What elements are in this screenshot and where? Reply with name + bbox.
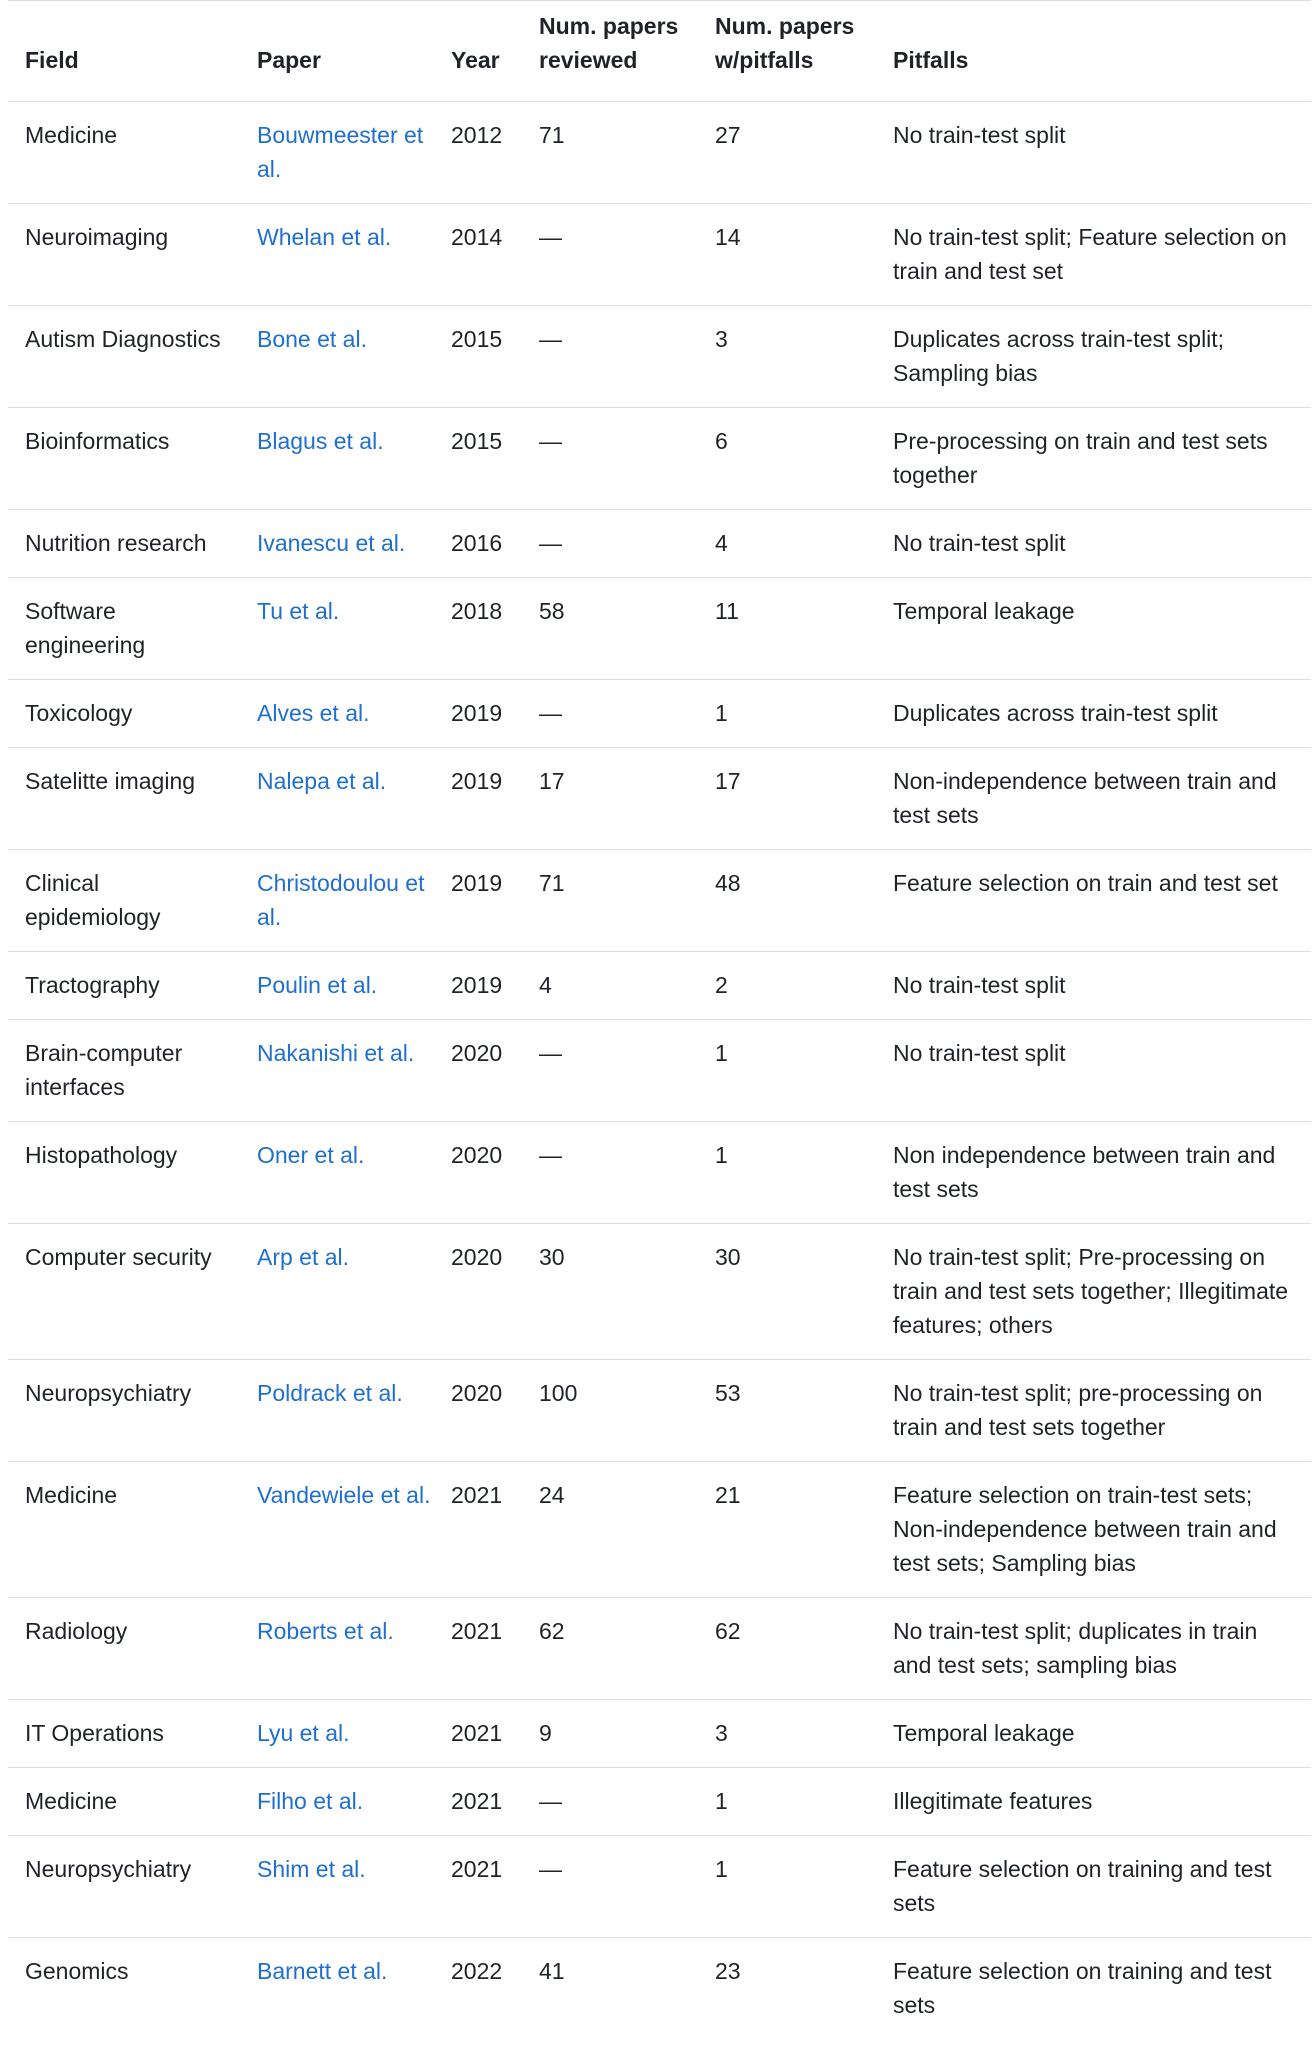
cell-field: Radiology: [8, 1598, 240, 1700]
cell-pitfalls: Non-independence between train and test sets: [876, 748, 1311, 850]
table-row: [8, 680, 1311, 748]
header-reviewed: Num. papers reviewed: [522, 0, 698, 102]
cell-pitfalls: No train-test split: [876, 952, 1311, 1020]
table-row: [8, 1224, 1311, 1360]
cell-pitfalls: Illegitimate features: [876, 1768, 1311, 1836]
cell-year: 2021: [434, 1768, 522, 1836]
cell-paper: [240, 306, 434, 408]
cell-year: 2020: [434, 1224, 522, 1360]
cell-reviewed: —: [522, 1768, 698, 1836]
cell-pitfalls: Duplicates across train-test split; Sampling bias: [876, 306, 1311, 408]
paper-link[interactable]: Nakanishi et al.: [257, 1040, 415, 1066]
cell-with-pitfalls: 1: [698, 680, 876, 748]
cell-pitfalls: No train-test split; duplicates in train and test sets; sampling bias: [876, 1598, 1311, 1700]
cell-field: Autism Diagnostics: [8, 306, 240, 408]
cell-year: 2019: [434, 748, 522, 850]
table-row: [8, 204, 1311, 306]
paper-link[interactable]: Alves et al.: [257, 700, 370, 726]
cell-paper: [240, 952, 434, 1020]
table-row: [8, 408, 1311, 510]
cell-pitfalls: Feature selection on train-test sets; Non-independence between train and test sets; Sampling bias: [876, 1462, 1311, 1598]
cell-with-pitfalls: 53: [698, 1360, 876, 1462]
paper-link[interactable]: Ivanescu et al.: [257, 530, 406, 556]
cell-reviewed: —: [522, 1122, 698, 1224]
cell-pitfalls: No train-test split; Feature selection on train and test set: [876, 204, 1311, 306]
table-row: [8, 1938, 1311, 2040]
cell-field: Neuropsychiatry: [8, 1360, 240, 1462]
cell-pitfalls: Temporal leakage: [876, 1700, 1311, 1768]
table-row: [8, 1768, 1311, 1836]
cell-field: Genomics: [25, 1958, 129, 1984]
cell-paper: [240, 680, 434, 748]
cell-year: 2022: [451, 1958, 503, 1984]
cell-with-pitfalls: 1: [698, 1122, 876, 1224]
cell-paper: [240, 1020, 434, 1122]
cell-year: 2021: [434, 1598, 522, 1700]
paper-link[interactable]: Arp et al.: [257, 1244, 350, 1270]
top-divider: [8, 0, 1311, 1]
cell-field: Toxicology: [8, 680, 240, 748]
cell-field: Tractography: [8, 952, 240, 1020]
cell-field: Medicine: [8, 102, 240, 204]
cell-pitfalls: Pre-processing on train and test sets together: [876, 408, 1311, 510]
cell-with-pitfalls: 27: [698, 102, 876, 204]
cell-field: IT Operations: [8, 1700, 240, 1768]
paper-link[interactable]: Oner et al.: [257, 1142, 365, 1168]
cell-reviewed: —: [522, 306, 698, 408]
cell-paper: [240, 1700, 434, 1768]
paper-link[interactable]: Nalepa et al.: [257, 768, 387, 794]
cell-pitfalls: Temporal leakage: [876, 578, 1311, 680]
cell-paper: [240, 850, 434, 952]
header-year: Year: [434, 0, 522, 102]
cell-reviewed: 9: [522, 1700, 698, 1768]
cell-year: 2019: [434, 850, 522, 952]
cell-paper: [240, 1768, 434, 1836]
cell-field: Clinical epidemiology: [8, 850, 240, 952]
cell-year: 2012: [434, 102, 522, 204]
cell-paper: [240, 748, 434, 850]
cell-with-pitfalls: 3: [698, 306, 876, 408]
table-row: [8, 578, 1311, 680]
paper-link[interactable]: Whelan et al.: [257, 224, 392, 250]
cell-year: 2016: [434, 510, 522, 578]
cell-reviewed: 4: [522, 952, 698, 1020]
cell-pitfalls: Duplicates across train-test split: [876, 680, 1311, 748]
cell-field: Software engineering: [8, 578, 240, 680]
cell-year: 2020: [434, 1020, 522, 1122]
cell-year: 2020: [434, 1122, 522, 1224]
table-container: [8, 0, 1311, 2039]
cell-paper: [240, 578, 434, 680]
cell-reviewed: 30: [522, 1224, 698, 1360]
cell-year: 2021: [434, 1462, 522, 1598]
header-pitfalls: Pitfalls: [876, 0, 1311, 102]
cell-year: 2021: [434, 1700, 522, 1768]
cell-with-pitfalls: 23: [715, 1958, 741, 1984]
cell-with-pitfalls: 17: [698, 748, 876, 850]
paper-link[interactable]: Christodoulou et al.: [257, 870, 425, 930]
cell-field: Medicine: [8, 1462, 240, 1598]
cell-year: 2014: [434, 204, 522, 306]
cell-with-pitfalls: 1: [698, 1768, 876, 1836]
cell-with-pitfalls: 30: [698, 1224, 876, 1360]
cell-field: Neuroimaging: [8, 204, 240, 306]
cell-paper: [240, 1122, 434, 1224]
paper-link[interactable]: Vandewiele et al.: [257, 1482, 431, 1508]
cell-paper: [240, 1598, 434, 1700]
paper-link[interactable]: Filho et al.: [257, 1788, 364, 1814]
cell-paper: [240, 1462, 434, 1598]
paper-link[interactable]: Poldrack et al.: [257, 1380, 403, 1406]
paper-link[interactable]: Bone et al.: [257, 326, 367, 352]
cell-paper: [240, 204, 434, 306]
table-row: [8, 952, 1311, 1020]
table-row: [8, 1020, 1311, 1122]
cell-with-pitfalls: 11: [698, 578, 876, 680]
cell-reviewed: 24: [522, 1462, 698, 1598]
table-row: [8, 510, 1311, 578]
cell-year: 2015: [434, 408, 522, 510]
cell-reviewed: —: [522, 510, 698, 578]
table-row: [8, 748, 1311, 850]
cell-pitfalls: No train-test split: [876, 1020, 1311, 1122]
table-row: [8, 1360, 1311, 1462]
cell-with-pitfalls: 3: [698, 1700, 876, 1768]
cell-pitfalls: No train-test split; Pre-processing on train and test sets together; Illegitimate features; others: [876, 1224, 1311, 1360]
cell-paper: [240, 408, 434, 510]
table-row: [8, 1700, 1311, 1768]
pitfalls-table: [8, 0, 1311, 2039]
header-field: Field: [8, 0, 240, 102]
cell-with-pitfalls: 62: [698, 1598, 876, 1700]
cell-reviewed: 71: [522, 102, 698, 204]
cell-field: Neuropsychiatry: [8, 1836, 240, 1938]
cell-reviewed: 71: [522, 850, 698, 952]
table-row: [8, 306, 1311, 408]
cell-year: 2021: [434, 1836, 522, 1938]
cell-year: 2018: [434, 578, 522, 680]
paper-link[interactable]: Tu et al.: [257, 598, 340, 624]
cell-pitfalls: No train-test split: [876, 510, 1311, 578]
cell-field: Histopathology: [8, 1122, 240, 1224]
table-row: [8, 1122, 1311, 1224]
cell-field: Nutrition research: [8, 510, 240, 578]
cell-paper: [240, 102, 434, 204]
paper-link[interactable]: Bouwmeester et al.: [257, 122, 424, 182]
table-row: [8, 1598, 1311, 1700]
cell-paper: [240, 1938, 434, 2040]
cell-with-pitfalls: 1: [698, 1020, 876, 1122]
cell-with-pitfalls: 4: [698, 510, 876, 578]
cell-reviewed: 41: [539, 1958, 565, 1984]
paper-link[interactable]: Barnett et al.: [257, 1958, 388, 1984]
cell-paper: [240, 1836, 434, 1938]
cell-field: Satelitte imaging: [8, 748, 240, 850]
table-row: [8, 850, 1311, 952]
cell-reviewed: 58: [522, 578, 698, 680]
cell-with-pitfalls: 1: [698, 1836, 876, 1938]
cell-with-pitfalls: 21: [698, 1462, 876, 1598]
cell-reviewed: —: [522, 1836, 698, 1938]
cell-pitfalls: No train-test split; pre-processing on train and test sets together: [876, 1360, 1311, 1462]
paper-link[interactable]: Roberts et al.: [257, 1618, 394, 1644]
paper-link[interactable]: Poulin et al.: [257, 972, 378, 998]
cell-reviewed: —: [522, 680, 698, 748]
cell-reviewed: —: [522, 408, 698, 510]
cell-pitfalls: Feature selection on train and test set: [876, 850, 1311, 952]
cell-pitfalls: Feature selection on training and test sets: [893, 1958, 1272, 2018]
cell-with-pitfalls: 14: [698, 204, 876, 306]
paper-link[interactable]: Blagus et al.: [257, 428, 384, 454]
cell-with-pitfalls: 2: [698, 952, 876, 1020]
cell-year: 2019: [434, 952, 522, 1020]
header-paper: Paper: [240, 0, 434, 102]
cell-with-pitfalls: 6: [698, 408, 876, 510]
cell-field: Medicine: [8, 1768, 240, 1836]
cell-paper: [240, 1224, 434, 1360]
cell-field: Computer security: [8, 1224, 240, 1360]
cell-reviewed: 62: [522, 1598, 698, 1700]
cell-reviewed: 17: [522, 748, 698, 850]
header-with-pitfalls: Num. papers w/pitfalls: [698, 0, 876, 102]
table-row: [8, 1836, 1311, 1938]
cell-with-pitfalls: 48: [698, 850, 876, 952]
paper-link[interactable]: Shim et al.: [257, 1856, 366, 1882]
table-row: [8, 1462, 1311, 1598]
header-row: [8, 0, 1311, 102]
cell-reviewed: —: [522, 1020, 698, 1122]
cell-reviewed: 100: [522, 1360, 698, 1462]
cell-year: 2019: [434, 680, 522, 748]
cell-pitfalls: No train-test split: [876, 102, 1311, 204]
cell-year: 2020: [434, 1360, 522, 1462]
paper-link[interactable]: Lyu et al.: [257, 1720, 350, 1746]
cell-paper: [240, 510, 434, 578]
cell-reviewed: —: [522, 204, 698, 306]
table-row: [8, 102, 1311, 204]
cell-field: Bioinformatics: [8, 408, 240, 510]
cell-field: Brain-computer interfaces: [8, 1020, 240, 1122]
cell-pitfalls: Feature selection on training and test sets: [876, 1836, 1311, 1938]
cell-pitfalls: Non independence between train and test sets: [876, 1122, 1311, 1224]
cell-year: 2015: [434, 306, 522, 408]
cell-paper: [240, 1360, 434, 1462]
